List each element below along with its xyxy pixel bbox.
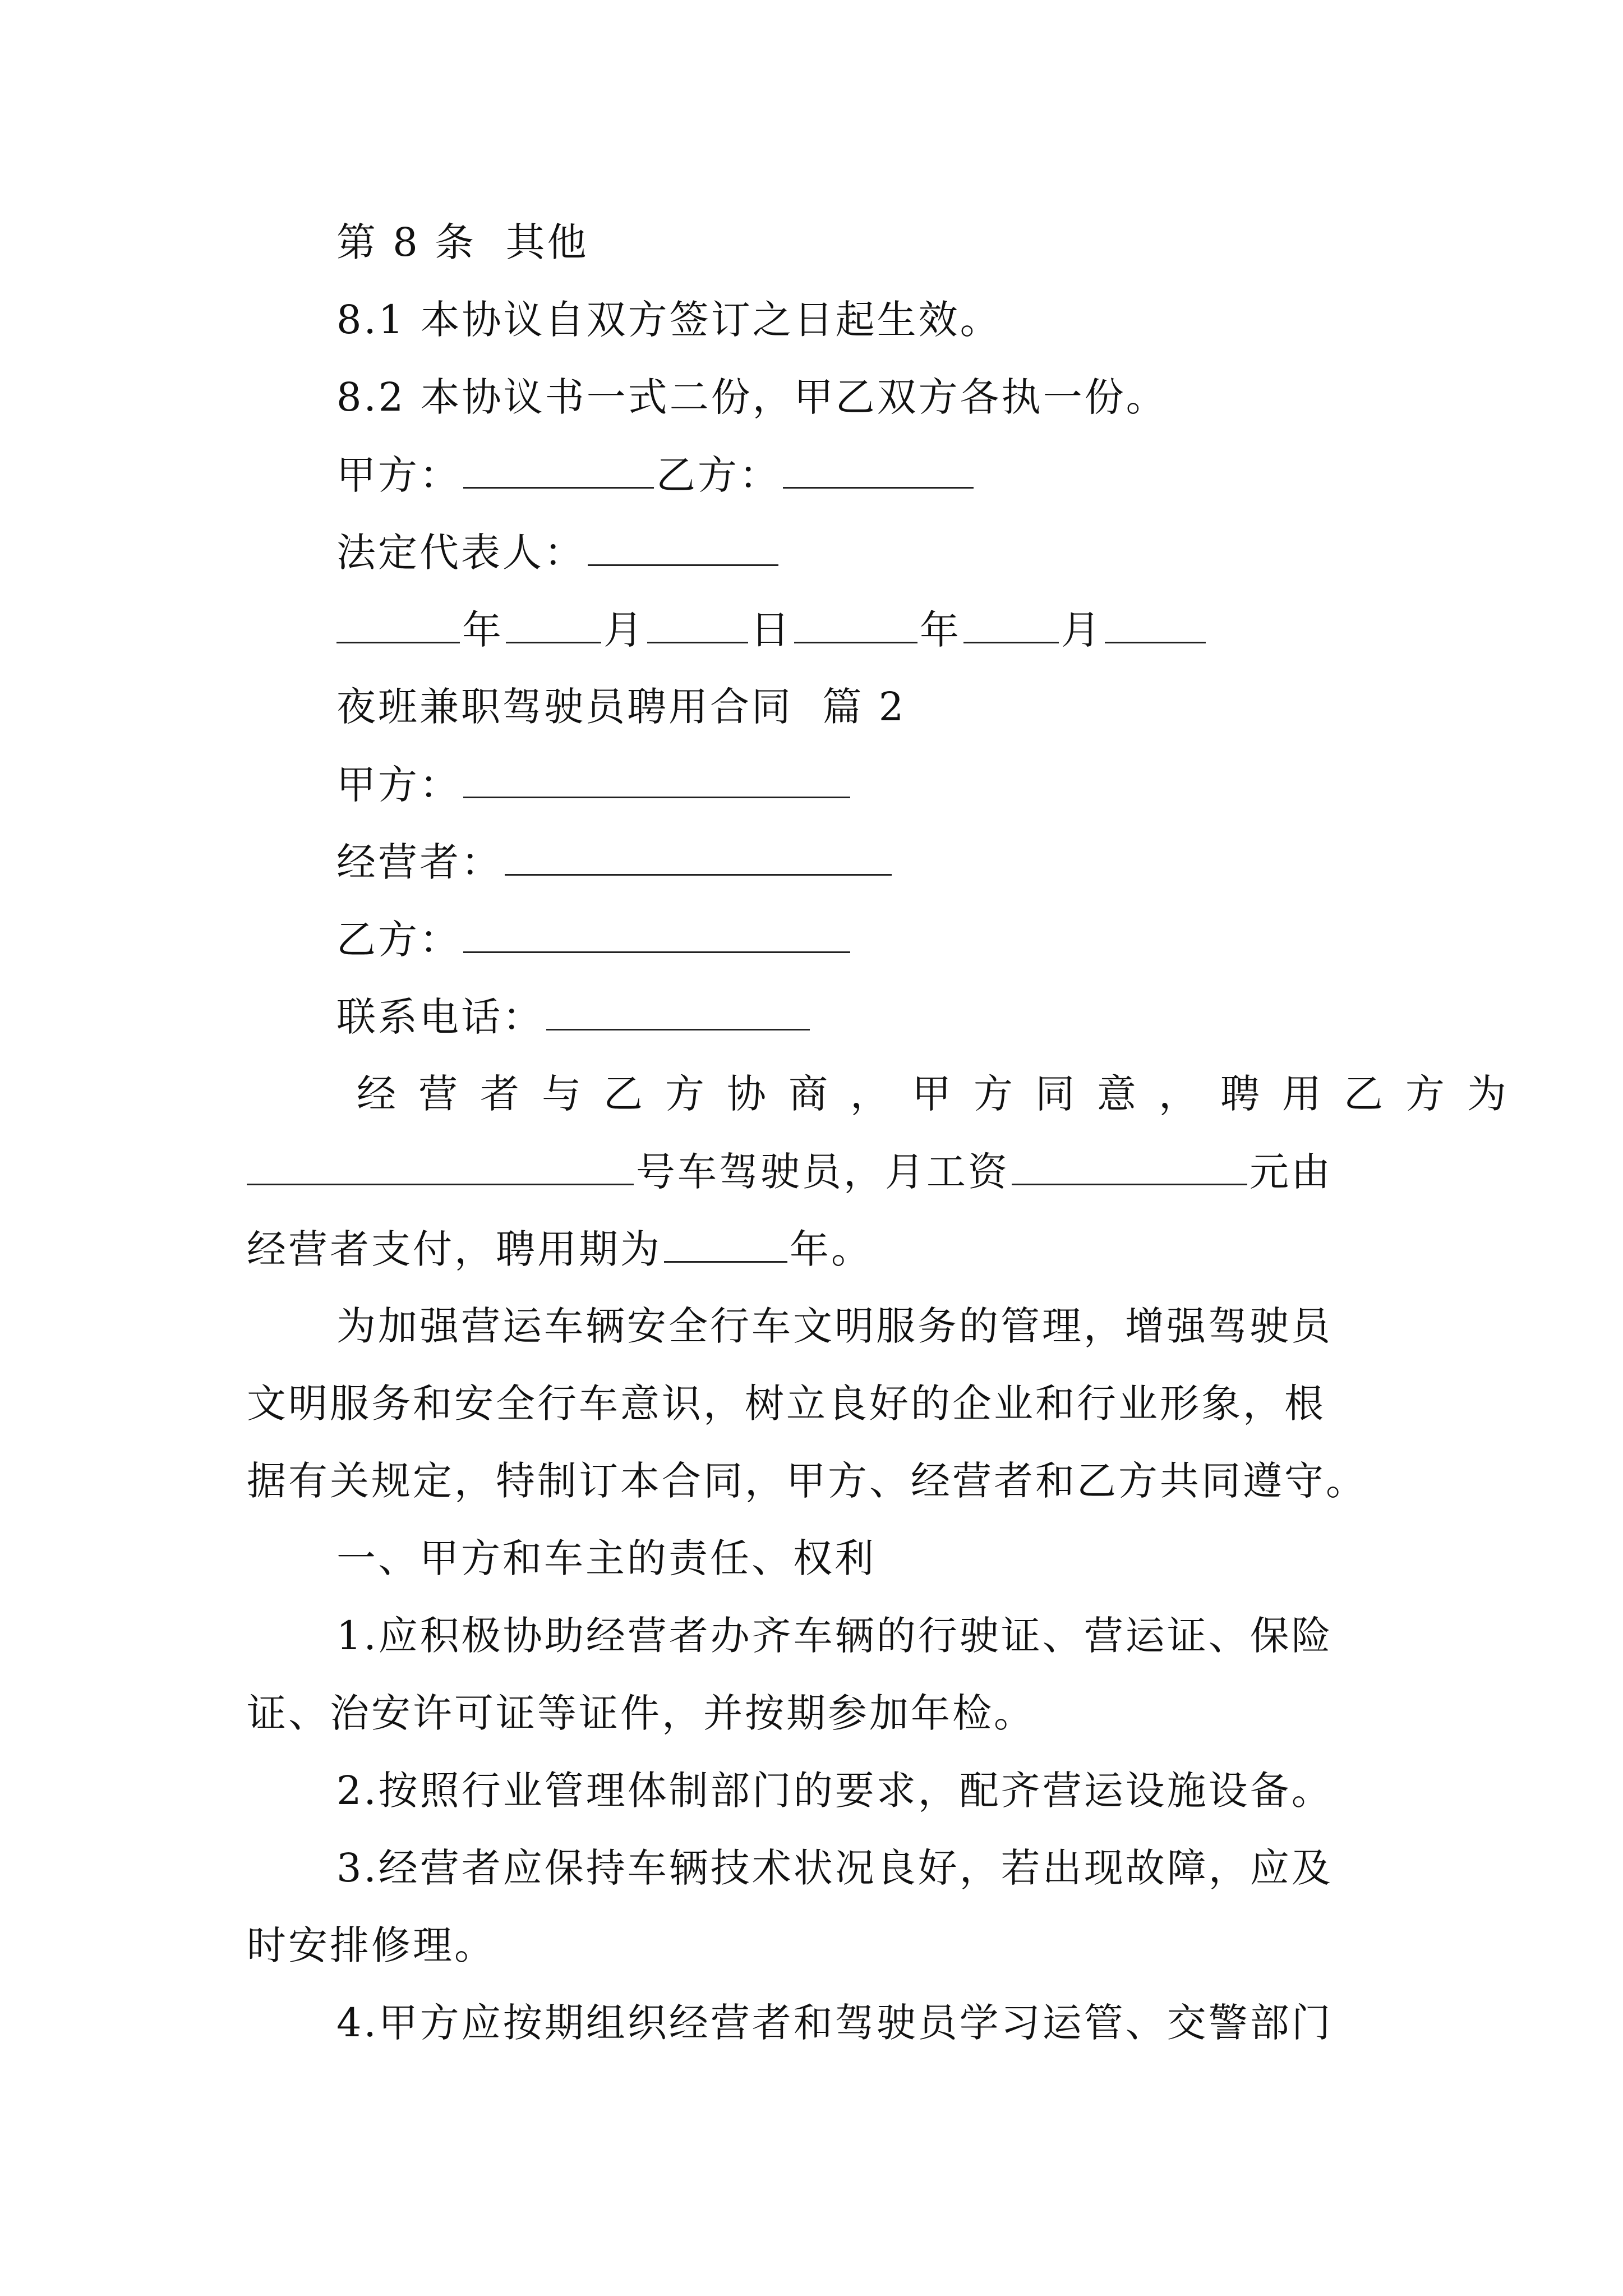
contract-2-title: 夜班兼职驾驶员聘用合同 篇 2 (336, 684, 906, 730)
month-blank-b (963, 607, 1059, 643)
day-label-a: 日 (750, 607, 792, 653)
signature-date-row (336, 607, 1208, 652)
trailing-blank (1105, 607, 1206, 643)
contract-2-party-a-label: 甲方： (336, 762, 461, 808)
party-a-blank (463, 452, 654, 489)
phone-label: 联系电话： (336, 994, 544, 1040)
purpose-line-2: 文明服务和安全行车意识，树立良好的企业和行业形象，根 (247, 1381, 1326, 1427)
article-8-heading: 第 8 条 其他 (336, 219, 589, 265)
year-blank-a (336, 607, 460, 643)
phone-row (336, 994, 812, 1039)
operator-blank (505, 839, 892, 876)
signature-party-row (336, 452, 976, 498)
period-blank (664, 1226, 787, 1263)
year-label-b: 年 (920, 607, 961, 653)
item-2: 2.按照行业管理体制部门的要求，配齐营运设施设备。 (336, 1768, 1333, 1814)
day-blank-a (647, 607, 748, 643)
salary-blank (1012, 1149, 1247, 1185)
legal-rep-row (336, 530, 781, 575)
section-1-heading: 一、甲方和车主的责任、权利 (336, 1535, 876, 1581)
item-3-line-2: 时安排修理。 (247, 1922, 496, 1968)
party-b-label: 乙方： (656, 452, 781, 498)
month-label-b: 月 (1061, 607, 1103, 653)
year-blank-b (794, 607, 917, 643)
intro-line-2 (247, 1149, 1332, 1194)
purpose-line-3: 据有关规定，特制订本合同，甲方、经营者和乙方共同遵守。 (247, 1458, 1367, 1504)
item-4-line-1: 4.甲方应按期组织经营者和驾驶员学习运管、交警部门 (336, 2000, 1333, 2046)
month-blank-a (506, 607, 601, 643)
intro-line-3 (247, 1226, 873, 1272)
item-3-line-1: 3.经营者应保持车辆技术状况良好，若出现故障，应及 (336, 1845, 1333, 1891)
item-1-line-2: 证、治安许可证等证件，并按期参加年检。 (247, 1690, 1035, 1736)
contract-2-party-b-blank (463, 917, 850, 953)
article-8-item-2: 8.2 本协议书一式二份，甲乙双方各执一份。 (336, 374, 1168, 420)
intro-salary-text: 元由 (1249, 1149, 1332, 1195)
operator-label: 经营者： (336, 839, 502, 885)
contract-2-party-b-row (336, 917, 852, 962)
party-a-label: 甲方： (336, 452, 461, 498)
legal-rep-blank (588, 530, 778, 566)
contract-2-party-b-label: 乙方： (336, 917, 461, 963)
article-8-item-1: 8.1 本协议自双方签订之日起生效。 (336, 297, 1002, 343)
vehicle-number-blank (247, 1149, 634, 1185)
contract-2-party-a-blank (463, 762, 850, 798)
operator-row (336, 839, 894, 885)
phone-blank (546, 994, 810, 1030)
item-1-line-1: 1.应积极协助经营者办齐车辆的行驶证、营运证、保险 (336, 1613, 1333, 1659)
contract-2-party-a-row (336, 762, 852, 807)
intro-vehicle-text: 号车驾驶员，月工资 (636, 1149, 1009, 1195)
intro-period-text: 经营者支付，聘用期为 (247, 1226, 662, 1272)
year-label-a: 年 (462, 607, 504, 653)
legal-rep-label: 法定代表人： (336, 530, 585, 576)
party-b-blank (783, 452, 974, 489)
intro-year-text: 年。 (790, 1226, 873, 1272)
month-label-a: 月 (603, 607, 645, 653)
purpose-line-1: 为加强营运车辆安全行车文明服务的管理，增强驾驶员 (336, 1303, 1332, 1349)
intro-line-1: 经营者与乙方协商，甲方同意，聘用乙方为 (357, 1071, 1529, 1117)
